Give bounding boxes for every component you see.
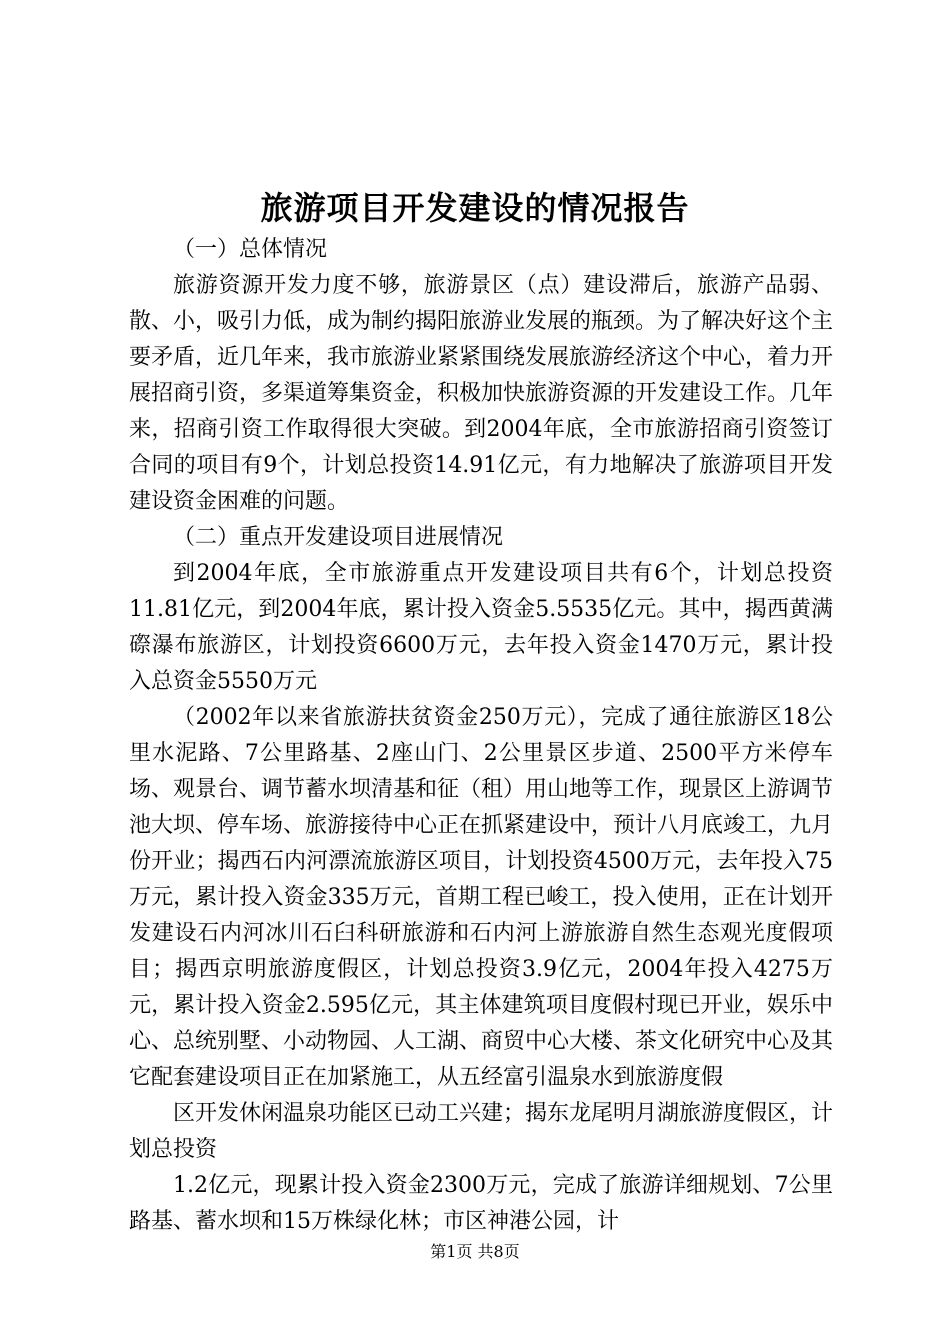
document-title: 旅游项目开发建设的情况报告 bbox=[260, 189, 690, 227]
paragraph-key-projects: 到2004年底，全市旅游重点开发建设项目共有6个，计划总投资11.81亿元，到2004年底，累计投入资金5.5535亿元。其中，揭西黄满磜瀑布旅游区，计划投资6600万元，去年投入资金1470万元，累计投入总资金5550万元 bbox=[129, 561, 833, 694]
page-footer: 第1页 共8页 bbox=[430, 1242, 520, 1261]
paragraph-overview: 旅游资源开发力度不够，旅游景区（点）建设滞后，旅游产品弱、散、小，吸引力低，成为制约揭阳旅游业发展的瓶颈。为了解决好这个主要矛盾，近几年来，我市旅游业紧紧围绕发展旅游经济这个中心，着力开展招商引资，多渠道筹集资金，积极加快旅游资源的开发建设工作。几年来，招商引资工作取得很大突破。到2004年底，全市旅游招商引资签订合同的项目有9个，计划总投资14.91亿元，有力地解决了旅游项目开发建设资金困难的问题。 bbox=[129, 273, 834, 514]
section-heading-key-projects: （二）重点开发建设项目进展情况 bbox=[173, 525, 504, 550]
paragraph-project-details: （2002年以来省旅游扶贫资金250万元），完成了通往旅游区18公里水泥路、7公里路基、2座山门、2公里景区步道、2500平方米停车场、观景台、调节蓄水坝清基和征（租）用山地等工作，现景区上游调节池大坝、停车场、旅游接待中心正在抓紧建设中，预计八月底竣工，九月份开业；揭西石内河漂流旅游区项目，计划投资4500万元，去年投入75万元，累计投入资金335万元，首期工程已峻工，投入使用，正在计划开发建设石内河冰川石臼科研旅游和石内河上游旅游自然生态观光度假项目；揭西京明旅游度假区，计划总投资3.9亿元，2004年投入4275万元，累计投入资金2.595亿元，其主体建筑项目度假村现已开业，娱乐中心、总统别墅、小动物园、人工湖、商贸中心大楼、茶文化研究中心及其它配套建设项目正在加紧施工，从五经富引温泉水到旅游度假 bbox=[129, 705, 834, 1090]
paragraph-hot-spring: 区开发休闲温泉功能区已动工兴建；揭东龙尾明月湖旅游度假区，计划总投资 bbox=[129, 1101, 834, 1162]
paragraph-investment: 1.2亿元，现累计投入资金2300万元，完成了旅游详细规划、7公里路基、蓄水坝和15万株绿化林；市区神港公园，计 bbox=[129, 1173, 833, 1234]
document-body bbox=[129, 232, 833, 1240]
section-heading-overview: （一）总体情况 bbox=[173, 237, 328, 262]
